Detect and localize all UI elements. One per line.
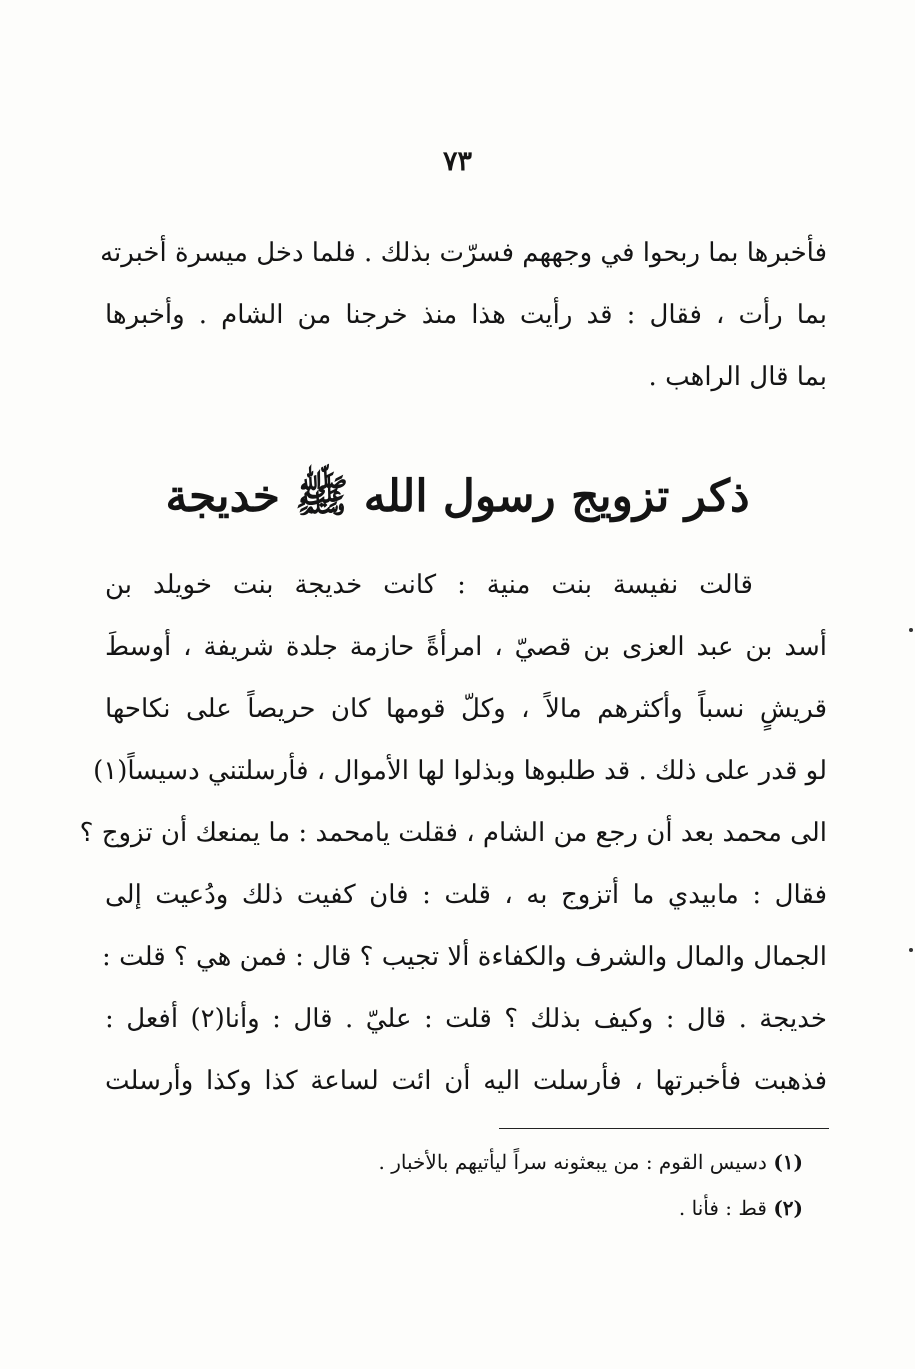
top-paragraph-line-1: فأخبرها بما ربحوا في وجههم فسرّت بذلك . فلما دخل ميسرة أخبرته — [100, 238, 827, 268]
body-line-7: الجمال والمال والشرف والكفاءة ألا تجيب ؟ قال : فمن هي ؟ قلت : — [102, 942, 827, 972]
top-paragraph-line-2: بما رأت ، فقال : قد رأيت هذا منذ خرجنا من الشام . وأخبرها — [105, 300, 827, 330]
scan-speck — [909, 948, 913, 952]
body-line-5: الى محمد بعد أن رجع من الشام ، فقلت يامحمد : ما يمنعك أن تزوج ؟ — [79, 818, 827, 848]
footnote-2 — [679, 1192, 803, 1224]
body-line-1: قالت نفيسة بنت منية : كانت خديجة بنت خويلد بن — [105, 570, 753, 600]
footnote-2-mark: (٢) — [773, 1196, 803, 1220]
footnote-1 — [379, 1146, 803, 1178]
section-heading: ذكر تزويج رسول الله ﷺ خديجة — [165, 471, 750, 522]
top-paragraph-line-3: بما قال الراهب . — [648, 362, 827, 392]
body-line-2: أسد بن عبد العزى بن قصيّ ، امرأةً حازمة جلدة شريفة ، أوسطَ — [105, 632, 827, 662]
footnote-divider — [499, 1128, 829, 1129]
body-line-4: لو قدر على ذلك . قد طلبوها وبذلوا لها الأموال ، فأرسلتني دسيساً(١) — [93, 756, 827, 786]
page-number: ٧٣ — [442, 146, 472, 177]
footnote-2-text: قط : فأنا . — [678, 1196, 767, 1220]
footnote-1-mark: (١) — [773, 1150, 803, 1174]
footnote-1-text: دسيس القوم : من يبعثونه سراً ليأتيهم بالأخبار . — [378, 1150, 767, 1174]
body-line-3: قريشٍ نسباً وأكثرهم مالاً ، وكلّ قومها كان حريصاً على نكاحها — [105, 694, 827, 724]
body-line-6: فقال : مابيدي ما أتزوج به ، قلت : فان كفيت ذلك ودُعيت إلى — [105, 880, 827, 910]
body-line-9: فذهبت فأخبرتها ، فأرسلت اليه أن ائت لساعة كذا وكذا وأرسلت — [105, 1066, 827, 1096]
scan-speck — [909, 628, 913, 632]
body-line-8: خديجة . قال : وكيف بذلك ؟ قلت : عليّ . قال : وأنا(٢) أفعل : — [105, 1004, 827, 1034]
